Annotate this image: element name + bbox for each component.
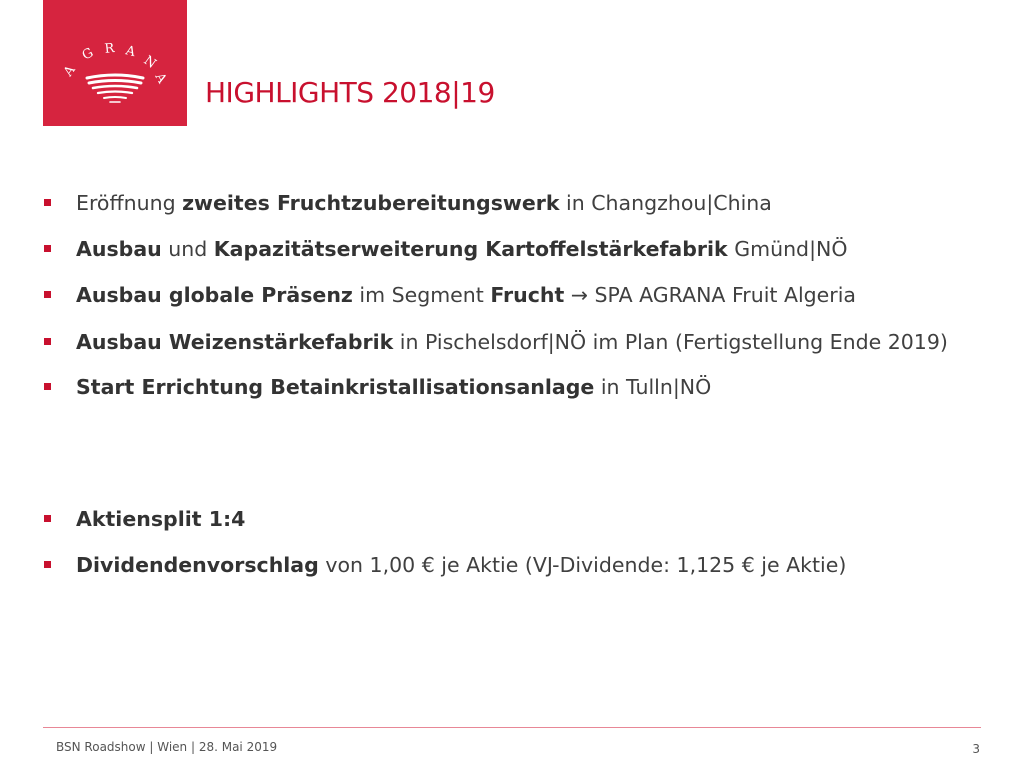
bullet-marker (44, 291, 51, 298)
bullet-text: Eröffnung (76, 191, 183, 215)
logo-letter-2: G (79, 44, 97, 64)
bullet-item (43, 547, 983, 584)
logo-letter-1: A (60, 62, 80, 80)
highlights-list (43, 185, 983, 593)
logo-letter-4: A (124, 43, 138, 61)
bullet-item (43, 319, 983, 365)
logo-letter-5: N (140, 53, 160, 73)
bullet-text-bold: Ausbau globale Präsenz (76, 283, 353, 307)
bullet-marker (44, 338, 51, 345)
bullet-text: → SPA AGRANA Fruit Algeria (564, 283, 856, 307)
agrana-logo (43, 0, 187, 126)
bullet-marker (44, 383, 51, 390)
bullet-item (43, 231, 983, 268)
bullet-text-bold: Aktiensplit 1:4 (76, 507, 246, 531)
bullet-text-bold: Start Errichtung Betainkristallisationsanlage (76, 375, 595, 399)
bullet-text: Gmünd|NÖ (727, 237, 848, 261)
bullet-text-bold: Ausbau (76, 237, 162, 261)
bullet-text: in Pischelsdorf|NÖ im Plan (Fertigstellung Ende 2019) (393, 330, 948, 354)
bullet-item (43, 277, 983, 314)
bullet-text: und (161, 237, 214, 261)
bullet-text: von 1,00 € je Aktie (VJ-Dividende: 1,125 € je Aktie) (318, 553, 847, 577)
bullet-text: in Changzhou|China (559, 191, 772, 215)
bullet-text-bold: Kapazitätserweiterung Kartoffelstärkefabrik (213, 237, 728, 261)
field-emblem-icon (87, 75, 143, 102)
logo-letter-6: A (151, 70, 170, 87)
bullet-text: im Segment (352, 283, 491, 307)
bullet-item (43, 369, 983, 406)
footer-text: BSN Roadshow | Wien | 28. Mai 2019 (56, 740, 278, 754)
bullet-text: in Tulln|NÖ (594, 375, 712, 399)
bullet-text-bold: Dividendenvorschlag (76, 553, 319, 577)
bullet-text-bold: zweites Fruchtzubereitungswerk (182, 191, 560, 215)
bullet-marker (44, 515, 51, 522)
bullet-marker (44, 199, 51, 206)
agrana-logo-mark (43, 0, 187, 126)
page-number: 3 (972, 742, 980, 756)
footer-divider (43, 727, 981, 728)
slide-title: HIGHLIGHTS 2018|19 (205, 76, 495, 109)
bullet-item (43, 185, 983, 222)
bullet-marker (44, 245, 51, 252)
logo-letter-3: R (103, 40, 117, 57)
bullet-item (43, 501, 983, 538)
bullet-marker (44, 561, 51, 568)
bullet-text-bold: Ausbau Weizenstärkefabrik (76, 330, 394, 354)
bullet-text-bold: Frucht (490, 283, 565, 307)
